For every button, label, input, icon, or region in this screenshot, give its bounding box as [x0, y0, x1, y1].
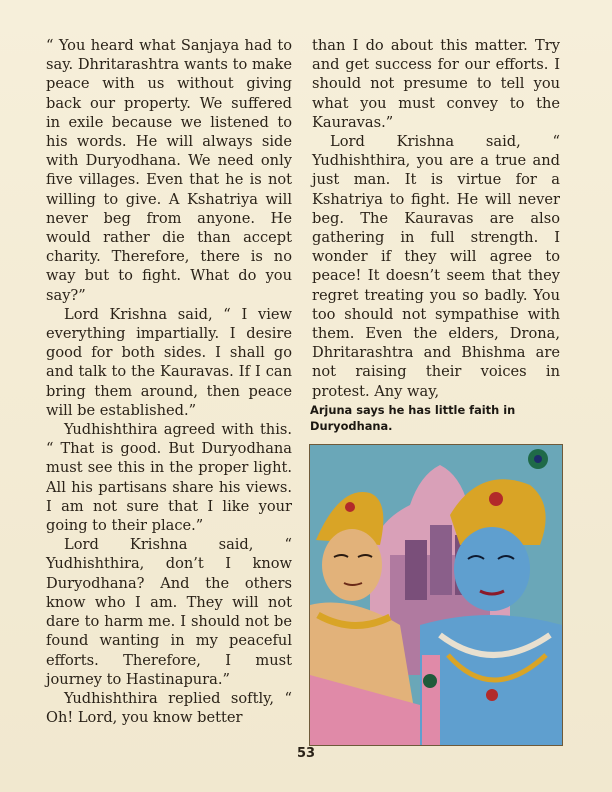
krishna-face [454, 527, 530, 611]
paragraph: Lord Krishna said, “ Yudhishthira, you are a true and just man. It is virtue for a Kshatriya to fight. He will never beg. The Kauravas are also gathering in full strength. I wonder if they will agree to peace! It doesn’t seem that they regret treating you so badly. You too should not sympathise with them. Even the elders, Drona, Dhritarashtra and Bhishma are not raising their voices in protest. Any way, [312, 133, 560, 400]
paragraph: Yudhishthira replied softly, “ Oh! Lord, you know better [46, 689, 292, 727]
right-text-column [312, 36, 560, 401]
left-text-column [46, 36, 292, 727]
illustration-art [310, 445, 562, 745]
paragraph: Lord Krishna said, “ I view everything impartially. I desire good for both sides. I shall go and talk to the Kauravas. If I can bring them around, then peace will be established.” [46, 305, 292, 419]
paragraph: than I do about this matter. Try and get success for our efforts. I should not presume to tell you what you must convey to the Kauravas.” [312, 37, 560, 131]
arjuna-arm [422, 655, 440, 745]
palace-steps [405, 540, 427, 600]
paragraph: Lord Krishna said, “ Yudhishthira, don’t I know Duryodhana? And the others know who I am. They will not dare to harm me. I should not be found wanting in my peaceful efforts. Therefore, I must journey to Hastinapura.” [46, 536, 292, 688]
illustration-krishna-arjuna [309, 444, 563, 746]
arjuna-face [322, 529, 382, 601]
illustration-caption: Arjuna says he has little faith in Duryodhana. [310, 403, 516, 433]
paragraph: “ You heard what Sanjaya had to say. Dhritarashtra wants to make peace with us without giving back our property. We suffered in exile because we listened to his words. He will always side with Duryodhana. We need only five villages. Even that he is not willing to give. A Kshatriya will never beg from anyone. He would rather die than accept charity. Therefore, there is no way but to fight. What do you say?” [46, 37, 292, 304]
paragraph: Yudhishthira agreed with this. “ That is good. But Duryodhana must see this in the proper light. All his partisans share his views. I am not sure that I like your going to their place.” [46, 421, 292, 535]
page-number: 53 [296, 746, 316, 761]
